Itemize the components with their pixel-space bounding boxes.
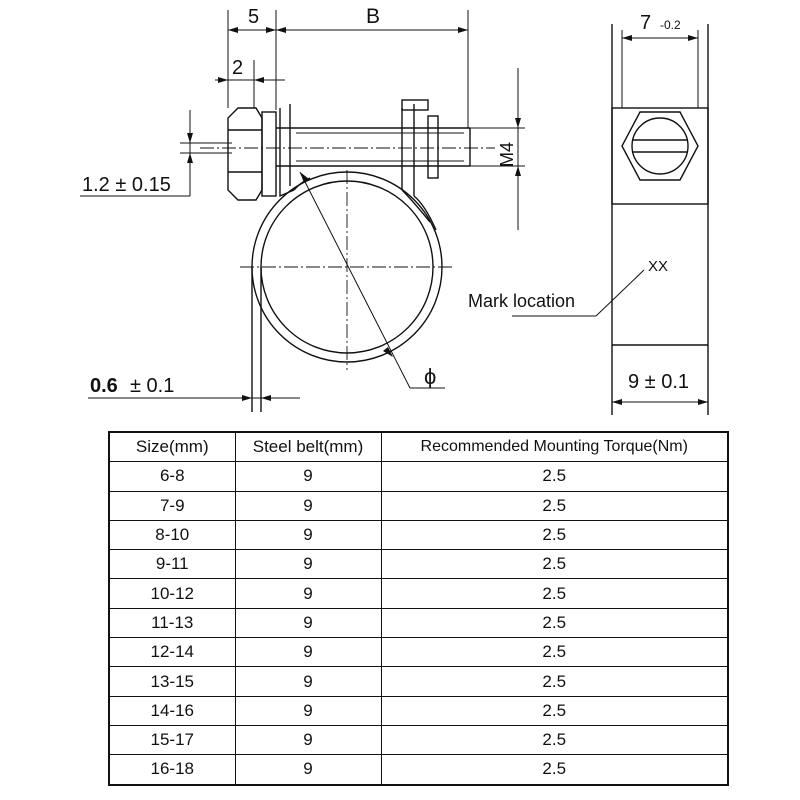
table-header-row: [109, 432, 728, 462]
cell-torque: 2.5: [381, 608, 728, 637]
dim-belt-thickness-label: 0.6: [90, 375, 118, 397]
front-view: [80, 10, 525, 412]
dim-7-tolerance: -0.2: [660, 18, 681, 32]
cell-torque: 2.5: [381, 491, 728, 520]
cell-belt: 9: [235, 579, 381, 608]
header-torque: Recommended Mounting Torque(Nm): [381, 432, 728, 462]
cell-size: 12-14: [109, 638, 235, 667]
table-row: [109, 696, 728, 725]
cell-size: 11-13: [109, 608, 235, 637]
table-row: [109, 491, 728, 520]
cell-belt: 9: [235, 755, 381, 785]
cell-torque: 2.5: [381, 520, 728, 549]
dim-5-label: 5: [248, 6, 260, 28]
mark-location-label: Mark location: [468, 291, 576, 311]
dim-2-label: 2: [232, 57, 244, 79]
cell-size: 13-15: [109, 667, 235, 696]
table-row: [109, 579, 728, 608]
table-row: [109, 608, 728, 637]
table-row: [109, 755, 728, 785]
dim-width-label: 9 ± 0.1: [628, 371, 690, 393]
mark-code-label: XX: [648, 258, 669, 275]
cell-torque: 2.5: [381, 696, 728, 725]
table-row: [109, 667, 728, 696]
cell-torque: 2.5: [381, 550, 728, 579]
cell-size: 8-10: [109, 520, 235, 549]
cell-size: 7-9: [109, 491, 235, 520]
cell-belt: 9: [235, 667, 381, 696]
dim-b-label: B: [366, 5, 381, 28]
header-steel-belt: Steel belt(mm): [235, 432, 381, 462]
dim-m4-label: M4: [497, 141, 517, 167]
cell-size: 16-18: [109, 755, 235, 785]
dim-slot-label: 1.2 ± 0.15: [82, 174, 171, 196]
header-size: Size(mm): [109, 432, 235, 462]
cell-size: 10-12: [109, 579, 235, 608]
cell-torque: 2.5: [381, 755, 728, 785]
table-row: [109, 550, 728, 579]
dim-7-label: 7: [640, 12, 652, 34]
cell-belt: 9: [235, 491, 381, 520]
table-row: [109, 520, 728, 549]
cell-size: 15-17: [109, 725, 235, 754]
cell-torque: 2.5: [381, 725, 728, 754]
table-row: [109, 725, 728, 754]
cell-torque: 2.5: [381, 667, 728, 696]
cell-torque: 2.5: [381, 638, 728, 667]
cell-size: 6-8: [109, 462, 235, 491]
cell-size: 14-16: [109, 696, 235, 725]
cell-size: 9-11: [109, 550, 235, 579]
cell-torque: 2.5: [381, 579, 728, 608]
side-view: [512, 24, 708, 415]
table-row: [109, 638, 728, 667]
cell-belt: 9: [235, 638, 381, 667]
spec-table: [108, 431, 729, 786]
cell-belt: 9: [235, 608, 381, 637]
cell-belt: 9: [235, 550, 381, 579]
cell-belt: 9: [235, 725, 381, 754]
dim-belt-thickness-tolerance: ± 0.1: [130, 375, 175, 397]
cell-belt: 9: [235, 696, 381, 725]
table-row: [109, 462, 728, 491]
cell-torque: 2.5: [381, 462, 728, 491]
cell-belt: 9: [235, 462, 381, 491]
cell-belt: 9: [235, 520, 381, 549]
phi-symbol: ϕ: [424, 364, 437, 389]
